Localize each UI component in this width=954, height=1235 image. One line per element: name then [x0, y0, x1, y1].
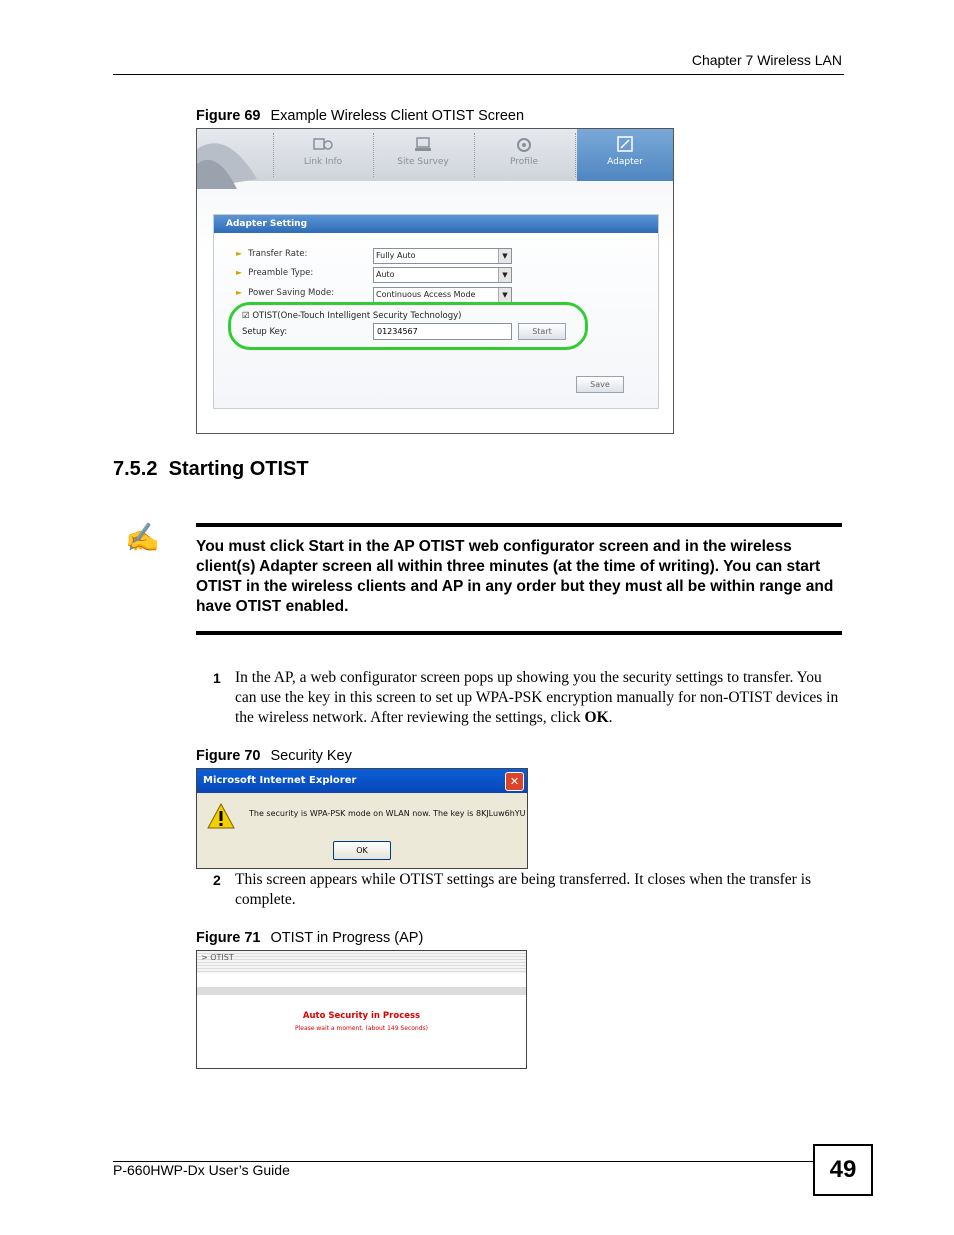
arrow-icon: ► [236, 268, 243, 277]
progress-sub-text: Please wait a moment. (about 149 Seconds) [295, 1025, 428, 1032]
adapter-icon [614, 135, 636, 155]
step-text: This screen appears while OTIST settings are being transferred. It closes when the transfer is complete. [235, 871, 812, 908]
divider-strip [197, 987, 526, 995]
tab-site-survey[interactable] [373, 129, 473, 181]
note-text: You must click Start in the AP OTIST web configurator screen and in the wireless client(s) Adapter screen all within three minutes (at the time of writing). You can start OTIST in the wireless clients and AP in any order but they must all be within range and have OTIST enabled. [196, 538, 834, 615]
figure70-dialog [196, 768, 528, 869]
save-button[interactable]: Save [576, 376, 624, 393]
tab-label: Adapter [607, 157, 643, 167]
section-title: Starting OTIST [168, 458, 309, 480]
step-text: In the AP, a web configurator screen pops up showing you the security settings to transfer. You can use the key in this screen to set up WPA-PSK encryption manually for non-OTIST devices in the wireless network. After reviewing the settings, click OK. [235, 669, 839, 726]
setup-key-input[interactable]: 01234567 [373, 323, 512, 340]
tab-separator [575, 133, 576, 177]
otist-bar-title: > OTIST [201, 953, 234, 962]
ok-button[interactable]: OK [333, 841, 391, 860]
chevron-down-icon: ▼ [498, 268, 511, 282]
tab-profile[interactable] [474, 129, 574, 181]
transfer-rate-label: ► Transfer Rate: [236, 249, 308, 259]
otist-checkbox-label: OTIST(One-Touch Intelligent Security Technology) [252, 311, 462, 321]
otist-highlight-ring [228, 302, 588, 350]
step-number: 1 [213, 670, 221, 686]
otist-title-bar [197, 951, 526, 973]
tab-link-info[interactable] [273, 129, 373, 181]
chevron-down-icon: ▼ [498, 288, 511, 302]
warning-icon [207, 803, 235, 829]
note-rule-top [196, 523, 842, 527]
note-rule-bottom [196, 631, 842, 635]
figure70-title: Security Key [270, 748, 352, 764]
step-number: 2 [213, 872, 221, 888]
arrow-icon: ► [236, 249, 243, 258]
section-heading [113, 458, 309, 481]
header-rule [113, 74, 844, 75]
figure71-screenshot [196, 950, 527, 1069]
ok-keyword: OK [584, 709, 609, 726]
figure70-caption [196, 748, 352, 764]
preamble-type-label: ► Preamble Type: [236, 268, 314, 278]
power-saving-mode-label: ► Power Saving Mode: [236, 288, 335, 298]
step-1 [213, 668, 853, 730]
figure71-label: Figure 71 [196, 930, 261, 946]
figure69-screenshot [196, 128, 674, 434]
pen-icon: ✍ [125, 522, 160, 553]
tab-label: Profile [510, 157, 538, 167]
decorative-swoosh-icon [197, 129, 277, 189]
figure69-caption [196, 108, 524, 124]
power-saving-mode-select[interactable]: Continuous Access Mode ▼ [373, 287, 512, 303]
start-button[interactable]: Start [518, 323, 566, 340]
profile-icon [513, 135, 535, 155]
panel-title: Adapter Setting [214, 215, 658, 233]
page-number: 49 [813, 1144, 873, 1196]
section-number: 7.5.2 [113, 458, 158, 480]
tab-bar [197, 129, 673, 181]
tab-label: Site Survey [397, 157, 449, 167]
transfer-rate-select[interactable]: Fully Auto ▼ [373, 248, 512, 264]
dialog-title-bar: Microsoft Internet Explorer [197, 769, 527, 793]
close-icon[interactable]: ✕ [505, 772, 524, 791]
figure69-title: Example Wireless Client OTIST Screen [270, 108, 525, 124]
figure70-label: Figure 70 [196, 748, 261, 764]
site-survey-icon [412, 135, 434, 155]
figure71-title: OTIST in Progress (AP) [270, 930, 424, 946]
preamble-type-select[interactable]: Auto ▼ [373, 267, 512, 283]
progress-main-text: Auto Security in Process [302, 1011, 421, 1021]
figure71-caption [196, 930, 423, 946]
arrow-icon: ► [236, 288, 243, 297]
tab-label: Link Info [303, 157, 343, 167]
dialog-message: The security is WPA-PSK mode on WLAN now. The key is 8KJLuw6hYU [249, 809, 526, 818]
tab-adapter[interactable] [577, 129, 673, 181]
arrow-icon: > [201, 953, 211, 962]
guide-title: P-660HWP-Dx User’s Guide [113, 1162, 290, 1178]
chapter-header: Chapter 7 Wireless LAN [691, 52, 842, 68]
setup-key-label: Setup Key: [242, 327, 288, 337]
link-info-icon [312, 135, 334, 155]
figure69-label: Figure 69 [196, 108, 261, 124]
step-2 [213, 870, 853, 912]
checkbox-checked-icon[interactable]: ☑ [242, 311, 250, 321]
chevron-down-icon: ▼ [498, 249, 511, 263]
